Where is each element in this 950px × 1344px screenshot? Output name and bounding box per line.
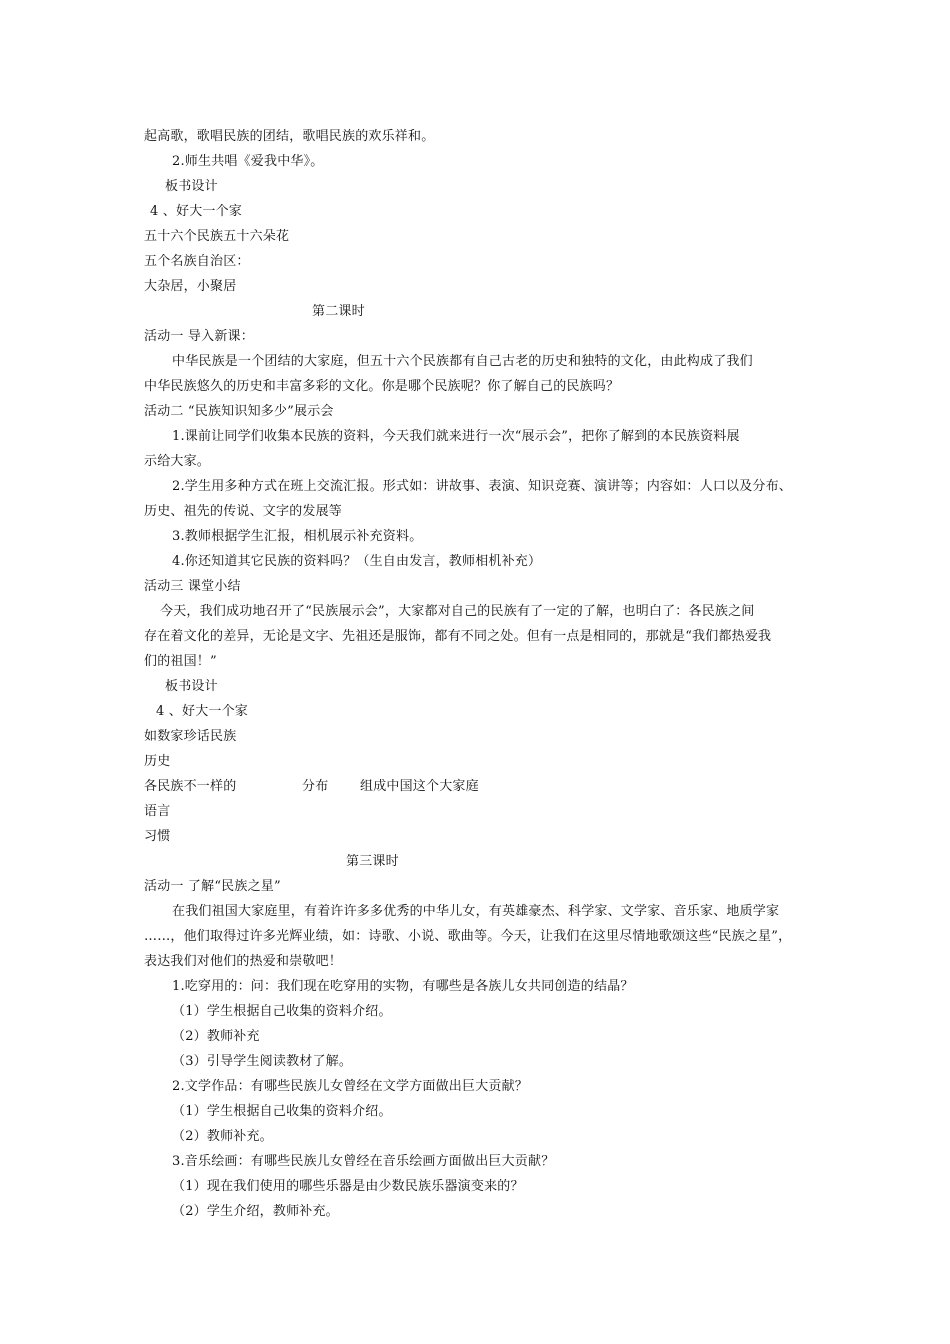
board-line: 如数家珍话民族 — [144, 729, 237, 744]
list-item: （3）引导学生阅读教材了解。 — [172, 1054, 353, 1069]
lesson-heading: 第二课时 — [312, 304, 365, 319]
activity-heading: 活动一 导入新课： — [144, 329, 254, 344]
list-item: （2）教师补充。 — [172, 1129, 273, 1144]
paragraph-line: 中华民族悠久的历史和丰富多彩的文化。你是哪个民族呢？你了解自己的民族吗？ — [144, 379, 620, 394]
list-item: （1）学生根据自己收集的资料介绍。 — [172, 1104, 392, 1119]
paragraph-line: 表达我们对他们的热爱和崇敬吧！ — [144, 954, 343, 969]
board-line: 分布 — [302, 779, 329, 794]
list-item: （1）学生根据自己收集的资料介绍。 — [172, 1004, 392, 1019]
paragraph-line: 中华民族是一个团结的大家庭，但五十六个民族都有自己古老的历史和独特的文化，由此构成了我们 — [172, 354, 753, 369]
board-title: 4 、好大一个家 — [150, 204, 243, 219]
paragraph-line: 存在着文化的差异，无论是文字、先祖还是服饰，都有不同之处。但有一点是相同的，那就是“我们都热爱我 — [144, 629, 772, 644]
list-item: （2）教师补充 — [172, 1029, 260, 1044]
paragraph-line: 起高歌，歌唱民族的团结，歌唱民族的欢乐祥和。 — [144, 129, 435, 144]
paragraph-line: 们的祖国！” — [144, 654, 217, 669]
board-line: 组成中国这个大家庭 — [360, 779, 479, 794]
board-line: 语言 — [144, 804, 171, 819]
board-line: 历史 — [144, 754, 171, 769]
activity-heading: 活动二 “民族知识知多少”展示会 — [144, 404, 334, 419]
section-heading: 板书设计 — [165, 679, 218, 694]
list-item: 2.学生用多种方式在班上交流汇报。形式如：讲故事、表演、知识竞赛、演讲等；内容如：人口以及分布、 — [172, 479, 793, 494]
section-heading: 板书设计 — [165, 179, 218, 194]
board-line: 大杂居，小聚居 — [144, 279, 237, 294]
board-line: 五十六个民族五十六朵花 — [144, 229, 290, 244]
paragraph-line: 历史、祖先的传说、文字的发展等 — [144, 504, 343, 519]
board-line: 习惯 — [144, 829, 171, 844]
board-line: 各民族不一样的 — [144, 779, 237, 794]
list-item: 3.教师根据学生汇报，相机展示补充资料。 — [172, 529, 423, 544]
paragraph-line: 在我们祖国大家庭里，有着许许多多优秀的中华儿女，有英雄豪杰、科学家、文学家、音乐家、地质学家 — [172, 904, 780, 919]
activity-heading: 活动三 课堂小结 — [144, 579, 241, 594]
list-item: 1.吃穿用的：问：我们现在吃穿用的实物，有哪些是各族儿女共同创造的结晶？ — [172, 979, 634, 994]
paragraph-line: ……，他们取得过许多光辉业绩，如：诗歌、小说、歌曲等。今天，让我们在这里尽情地歌颂这些“民族之星”， — [144, 929, 792, 944]
list-item: 1.课前让同学们收集本民族的资料，今天我们就来进行一次“展示会”，把你了解到的本民族资料展 — [172, 429, 740, 444]
list-item: 3.音乐绘画：有哪些民族儿女曾经在音乐绘画方面做出巨大贡献？ — [172, 1154, 555, 1169]
lesson-heading: 第三课时 — [346, 854, 399, 869]
board-line: 五个名族自治区： — [144, 254, 250, 269]
board-title: 4 、好大一个家 — [156, 704, 249, 719]
paragraph-line: 示给大家。 — [144, 454, 211, 469]
activity-heading: 活动一 了解“民族之星” — [144, 879, 281, 894]
list-item: （2）学生介绍，教师补充。 — [172, 1204, 339, 1219]
list-item: 4.你还知道其它民族的资料吗？（生自由发言，教师相机补充） — [172, 554, 542, 569]
paragraph-line: 今天，我们成功地召开了“民族展示会”，大家都对自己的民族有了一定的了解，也明白了：各民族之间 — [160, 604, 755, 619]
list-item: （1）现在我们使用的哪些乐器是由少数民族乐器演变来的？ — [172, 1179, 524, 1194]
list-item: 2.文学作品：有哪些民族儿女曾经在文学方面做出巨大贡献？ — [172, 1079, 529, 1094]
list-item: 2.师生共唱《爱我中华》。 — [172, 154, 324, 169]
